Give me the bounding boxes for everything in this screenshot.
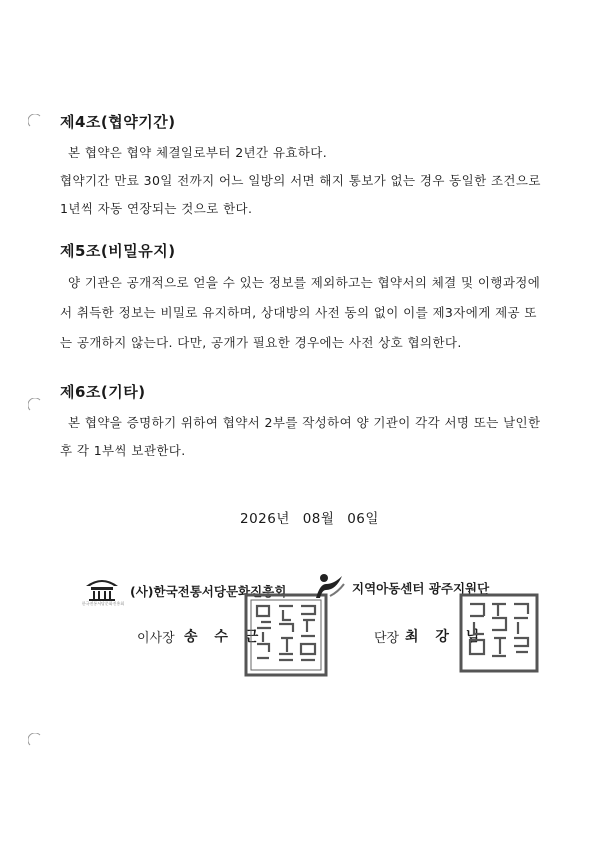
- article-line: 본 협약을 증명하기 위하여 협약서 2부를 작성하여 양 기관이 각각 서명 또는 날인한: [68, 415, 541, 430]
- traditional-roof-logo-icon: [81, 574, 125, 608]
- binder-hole-icon: [28, 114, 42, 128]
- left-org-name: (사)한국전통서당문화진흥회: [130, 584, 287, 599]
- binder-hole-icon: [28, 733, 42, 747]
- left-signatory-title: 이사장: [137, 631, 175, 646]
- binder-hole-icon: [28, 398, 42, 412]
- right-org-name: 지역아동센터 광주지원단: [352, 581, 490, 596]
- article-line: 1년씩 자동 연장되는 것으로 한다.: [60, 201, 253, 216]
- logo-caption: 한국전통서당문화진흥회: [81, 601, 125, 606]
- left-signatory-name: 송 수 근: [184, 629, 265, 645]
- agreement-date: 2026년 08월 06일: [240, 511, 379, 527]
- article-heading: 제6조(기타): [60, 383, 146, 401]
- article-line: 양 기관은 공개적으로 얻을 수 있는 정보를 제외하고는 협약서의 체결 및 이행과정에: [68, 275, 541, 290]
- article-line: 는 공개하지 않는다. 다만, 공개가 필요한 경우에는 사전 상호 협의한다.: [60, 335, 462, 350]
- official-seal-stamp-icon: [458, 592, 540, 674]
- article-heading: 제5조(비밀유지): [60, 242, 176, 260]
- official-seal-stamp-icon: [243, 592, 329, 678]
- article-line: 후 각 1부씩 보관한다.: [60, 443, 186, 458]
- article-line: 본 협약은 협약 체결일로부터 2년간 유효하다.: [68, 145, 328, 160]
- article-line: 협약기간 만료 30일 전까지 어느 일방의 서면 해지 통보가 없는 경우 동일한 조건으로: [60, 173, 541, 188]
- article-line: 서 취득한 정보는 비밀로 유지하며, 상대방의 사전 동의 없이 이를 제3자에게 제공 또: [60, 305, 537, 320]
- figure-swoosh-logo-icon: [312, 572, 346, 600]
- right-signatory-title: 단장: [374, 631, 400, 646]
- article-heading: 제4조(협약기간): [60, 113, 176, 131]
- right-signatory-name: 최 강 님: [405, 629, 486, 645]
